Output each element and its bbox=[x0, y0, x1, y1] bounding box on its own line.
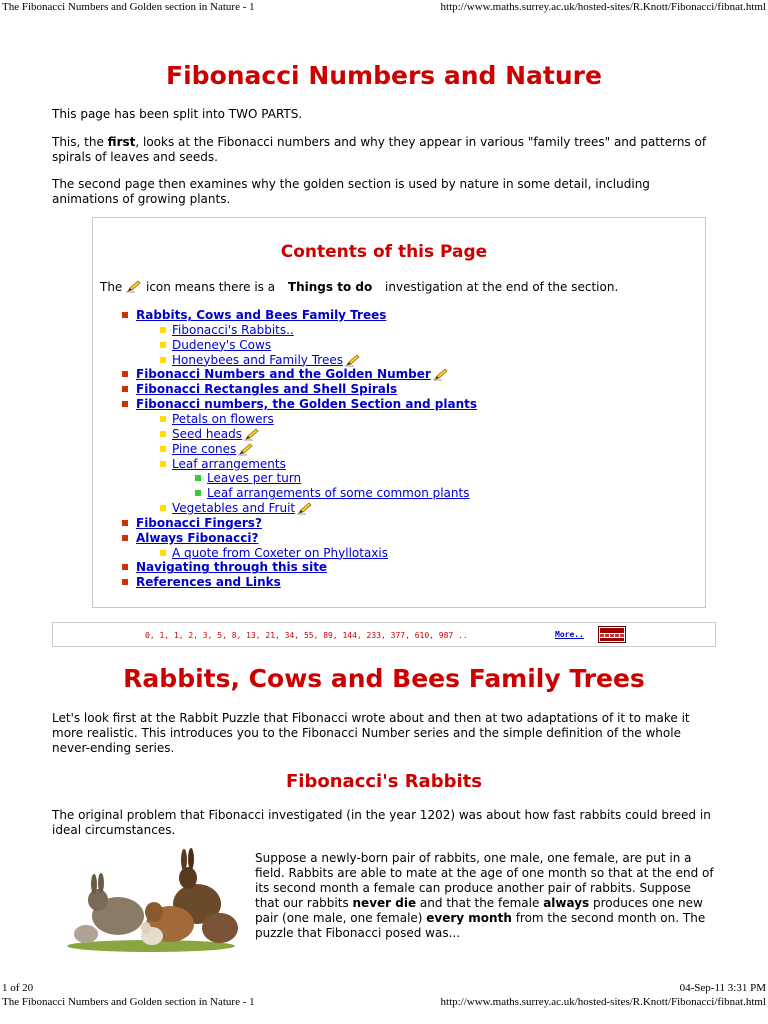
contents-note bbox=[100, 280, 618, 296]
print-footer-date: 04-Sep-11 3:31 PM bbox=[679, 982, 766, 994]
pencil-icon bbox=[297, 500, 313, 519]
rabbit-text-d: from the second month on. The puzzle that Fibonacci posed was... bbox=[255, 911, 706, 940]
level-2-bullet-icon bbox=[160, 357, 166, 363]
section-1-text: Let's look first at the Rabbit Puzzle that Fibonacci wrote about and then at two adaptations of it to make it more realistic. This introduces you to the Fibonacci Number series and the simple definition of the whole never-ending series. bbox=[52, 711, 690, 755]
note-middle: icon means there is a bbox=[145, 280, 276, 294]
level-3-bullet-icon bbox=[195, 475, 201, 481]
section-heading-fibonacci-rabbits: Fibonacci's Rabbits bbox=[286, 771, 482, 792]
contents-link[interactable]: A quote from Coxeter on Phyllotaxis bbox=[172, 545, 388, 560]
page-title: Fibonacci Numbers and Nature bbox=[166, 61, 602, 90]
rabbit-text-never-die: never die bbox=[352, 896, 417, 910]
intro-paragraph-1: This page has been split into TWO PARTS. bbox=[52, 107, 303, 121]
contents-link[interactable]: Honeybees and Family Trees bbox=[172, 352, 343, 367]
intro-paragraph-3: The second page then examines why the golden section is used by nature in some detail, including animations of growing plants. bbox=[52, 177, 650, 206]
print-header-url-repeat: http://www.maths.surrey.ac.uk/hosted-sites/R.Knott/Fibonacci/fibnat.html bbox=[440, 996, 766, 1008]
rabbit-text-b: and that the female bbox=[416, 896, 544, 910]
level-1-bullet-icon bbox=[122, 535, 128, 541]
contents-link[interactable]: Pine cones bbox=[172, 441, 237, 456]
print-footer-page: 1 of 20 bbox=[2, 982, 34, 994]
contents-link[interactable]: Leaves per turn bbox=[207, 471, 302, 486]
fibonacci-logo-icon[interactable] bbox=[598, 626, 626, 643]
level-2-bullet-icon bbox=[160, 431, 166, 437]
level-1-bullet-icon bbox=[122, 401, 128, 407]
rabbit-text-a: Suppose a newly-born pair of rabbits, one male, one female, are put in a field. Rabbits are able to mate at the age of one month so that at the end of its second month a female can produce another pair of rabbits. Suppose that our rabbits bbox=[255, 851, 714, 910]
level-2-bullet-icon bbox=[160, 342, 166, 348]
rabbits-illustration bbox=[62, 848, 240, 952]
contents-link[interactable]: Navigating through this site bbox=[136, 560, 328, 575]
level-1-bullet-icon bbox=[122, 579, 128, 585]
contents-link[interactable]: Fibonacci Fingers? bbox=[136, 515, 262, 530]
intro-paragraph-2 bbox=[52, 135, 720, 165]
print-header-url: http://www.maths.surrey.ac.uk/hosted-sites/R.Knott/Fibonacci/fibnat.html bbox=[440, 1, 766, 13]
print-header-repeat bbox=[0, 996, 768, 1010]
contents-link[interactable]: Fibonacci Rectangles and Shell Spirals bbox=[136, 382, 398, 397]
contents-link[interactable]: Fibonacci Numbers and the Golden Number bbox=[136, 367, 431, 382]
intro-p2-bold: first bbox=[107, 135, 136, 149]
print-header bbox=[0, 1, 768, 15]
level-2-bullet-icon bbox=[160, 416, 166, 422]
note-suffix: investigation at the end of the section. bbox=[385, 280, 619, 294]
contents-list bbox=[0, 308, 768, 598]
rabbit-puzzle-text bbox=[255, 851, 717, 941]
level-2-bullet-icon bbox=[160, 505, 166, 511]
level-1-bullet-icon bbox=[122, 520, 128, 526]
contents-link[interactable]: Always Fibonacci? bbox=[136, 530, 259, 545]
contents-link[interactable]: Leaf arrangements bbox=[172, 456, 286, 471]
print-header-title: The Fibonacci Numbers and Golden section in Nature - 1 bbox=[2, 1, 255, 13]
pencil-icon bbox=[126, 280, 142, 296]
intro-p2-end: , looks at the Fibonacci numbers and why they appear in various "family trees" and patterns of spirals of leaves and seeds. bbox=[52, 135, 707, 164]
contents-link[interactable]: References and Links bbox=[136, 575, 281, 590]
contents-link[interactable]: Seed heads bbox=[172, 426, 243, 441]
print-footer bbox=[0, 982, 768, 996]
level-2-bullet-icon bbox=[160, 550, 166, 556]
rabbit-text-c: produces one new pair (one male, one female) bbox=[255, 896, 703, 925]
fibonacci-numbers-bar bbox=[52, 622, 716, 647]
level-2-bullet-icon bbox=[160, 461, 166, 467]
more-link[interactable]: More.. bbox=[555, 630, 584, 639]
level-2-bullet-icon bbox=[160, 446, 166, 452]
level-1-bullet-icon bbox=[122, 386, 128, 392]
print-header-title-repeat: The Fibonacci Numbers and Golden section in Nature - 1 bbox=[2, 996, 255, 1008]
rabbit-text-every-month: every month bbox=[426, 911, 512, 925]
things-to-do-label: Things to do bbox=[287, 280, 373, 294]
section-heading-family-trees: Rabbits, Cows and Bees Family Trees bbox=[123, 664, 645, 693]
contents-link[interactable]: Rabbits, Cows and Bees Family Trees bbox=[136, 308, 387, 322]
note-prefix: The bbox=[100, 280, 123, 294]
level-3-bullet-icon bbox=[195, 490, 201, 496]
contents-link[interactable]: Fibonacci's Rabbits.. bbox=[172, 322, 294, 337]
contents-title: Contents of this Page bbox=[280, 242, 488, 262]
rabbit-text-always: always bbox=[543, 896, 590, 910]
contents-link[interactable]: Fibonacci numbers, the Golden Section and plants bbox=[136, 397, 478, 412]
intro-p2-start: This, the bbox=[52, 135, 108, 149]
pencil-icon bbox=[433, 366, 449, 385]
fibonacci-sequence: 0, 1, 1, 2, 3, 5, 8, 13, 21, 34, 55, 89, 144, 233, 377, 610, 987 .. bbox=[145, 631, 468, 640]
level-1-bullet-icon bbox=[122, 371, 128, 377]
level-1-bullet-icon bbox=[122, 564, 128, 570]
level-2-bullet-icon bbox=[160, 327, 166, 333]
section-2-text: The original problem that Fibonacci investigated (in the year 1202) was about how fast rabbits could breed in ideal circumstances. bbox=[52, 808, 711, 837]
contents-link[interactable]: Dudeney's Cows bbox=[172, 337, 272, 352]
contents-link[interactable]: Leaf arrangements of some common plants bbox=[207, 486, 470, 501]
contents-link[interactable]: Vegetables and Fruit bbox=[172, 501, 296, 516]
level-1-bullet-icon bbox=[122, 312, 128, 318]
contents-link[interactable]: Petals on flowers bbox=[172, 411, 274, 426]
